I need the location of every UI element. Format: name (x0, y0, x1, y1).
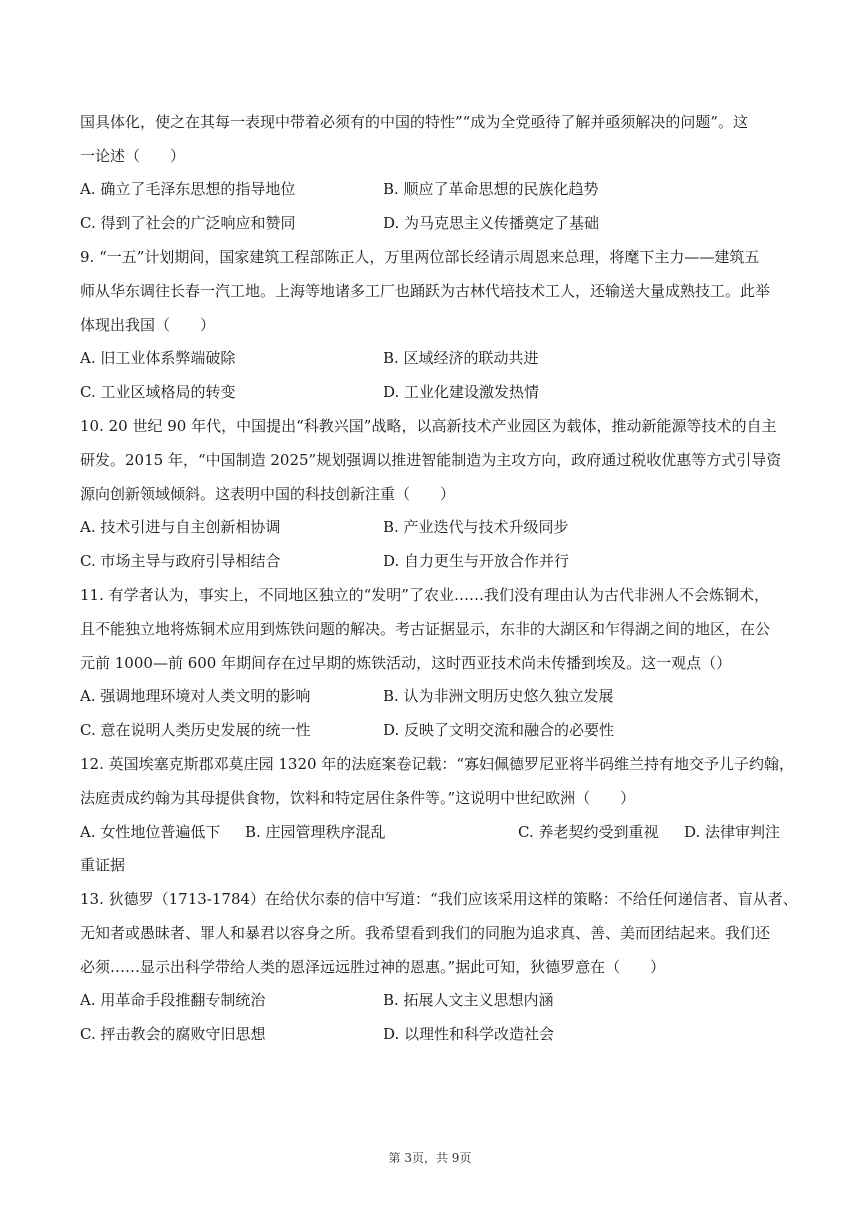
question-8-option-b: B. 顺应了革命思想的民族化趋势 (383, 180, 599, 198)
question-12-option-a: A. 女性地位普遍低下 (80, 823, 221, 841)
question-8-stem-line-1: 国具体化，使之在其每一表现中带着必须有的中国的特性”“成为全党亟待了解并亟须解决的问题”。这 (80, 113, 749, 131)
question-13-option-d: D. 以理性和科学改造社会 (383, 1025, 555, 1043)
question-10-option-b: B. 产业迭代与技术升级同步 (383, 518, 569, 536)
question-9-option-c: C. 工业区域格局的转变 (80, 383, 236, 401)
question-13-stem-line-2: 无知者或愚昧者、罪人和暴君以容身之所。我希望看到我们的同胞为追求真、善、美而团结起来。我们还 (80, 924, 771, 942)
question-11-stem-line-2: 且不能独立地将炼铜术应用到炼铁问题的解决。考古证据显示，东非的大湖区和乍得湖之间的地区，在公 (80, 620, 771, 638)
question-12-option-c: C. 养老契约受到重视 (518, 823, 659, 841)
question-11-option-c: C. 意在说明人类历史发展的统一性 (80, 721, 311, 739)
question-8-option-d: D. 为马克思主义传播奠定了基础 (383, 214, 600, 232)
question-11-option-b: B. 认为非洲文明历史悠久独立发展 (383, 687, 614, 705)
question-11-stem-line-3: 元前 1000—前 600 年期间存在过早期的炼铁活动，这时西亚技术尚未传播到埃及。这一观点（） (80, 654, 732, 672)
question-8-stem-line-2: 一论述（ ） (80, 147, 186, 165)
question-9-stem-line-3: 体现出我国（ ） (80, 316, 216, 334)
question-11-option-a: A. 强调地理环境对人类文明的影响 (80, 687, 311, 705)
question-10-option-c: C. 市场主导与政府引导相结合 (80, 552, 281, 570)
question-10-option-d: D. 自力更生与开放合作并行 (383, 552, 570, 570)
question-9-option-d: D. 工业化建设激发热情 (383, 383, 540, 401)
question-10-stem-line-2: 研发。2015 年，“中国制造 2025”规划强调以推进智能制造为主攻方向，政府通过税收优惠等方式引导资 (80, 451, 782, 469)
question-9-stem-line-1: 9. “一五”计划期间，国家建筑工程部陈正人，万里两位部长经请示周恩来总理，将麾下主力——建筑五 (80, 248, 760, 266)
question-13-option-a: A. 用革命手段推翻专制统治 (80, 991, 266, 1009)
question-10-option-a: A. 技术引进与自主创新相协调 (80, 518, 281, 536)
question-8-option-a: A. 确立了毛泽东思想的指导地位 (80, 180, 296, 198)
question-9-option-a: A. 旧工业体系弊端破除 (80, 349, 236, 367)
question-12-option-b: B. 庄园管理秩序混乱 (245, 823, 386, 841)
question-11-option-d: D. 反映了文明交流和融合的必要性 (383, 721, 615, 739)
question-12-option-d: D. 法律审判注 (684, 823, 781, 841)
question-13-option-b: B. 拓展人文主义思想内涵 (383, 991, 554, 1009)
question-11-stem-line-1: 11. 有学者认为，事实上，不同地区独立的“发明”了农业……我们没有理由认为古代非洲人不会炼铜术， (80, 586, 769, 604)
question-12-stem-line-2: 法庭责成约翰为其母提供食物，饮料和特定居住条件等。”这说明中世纪欧洲（ ） (80, 789, 636, 807)
question-12-option-d-wrap: 重证据 (80, 856, 126, 874)
page-footer-number: 第 3页，共 9页 (388, 1151, 472, 1165)
question-13-stem-line-3: 必须……显示出科学带给人类的恩泽远远胜过神的恩惠。”据此可知，狄德罗意在（ ） (80, 958, 666, 976)
question-8-option-c: C. 得到了社会的广泛响应和赞同 (80, 214, 296, 232)
question-13-stem-line-1: 13. 狄德罗（1713-1784）在给伏尔泰的信中写道：“我们应该采用这样的策略：不给任何递信者、盲从者、 (80, 890, 798, 908)
question-13-option-c: C. 抨击教会的腐败守旧思想 (80, 1025, 266, 1043)
question-9-stem-line-2: 师从华东调往长春一汽工地。上海等地诸多工厂也踊跃为古林代培技术工人，还输送大量成熟技工。此举 (80, 282, 771, 300)
question-10-stem-line-1: 10. 20 世纪 90 年代，中国提出“科教兴国”战略，以高新技术产业园区为载体，推动新能源等技术的自主 (80, 417, 777, 435)
question-10-stem-line-3: 源向创新领域倾斜。这表明中国的科技创新注重（ ） (80, 485, 456, 503)
question-9-option-b: B. 区域经济的联动共进 (383, 349, 539, 367)
question-12-stem-line-1: 12. 英国埃塞克斯郡邓莫庄园 1320 年的法庭案卷记载：“寡妇佩德罗尼亚将半码维兰持有地交予儿子约翰， (80, 755, 795, 773)
